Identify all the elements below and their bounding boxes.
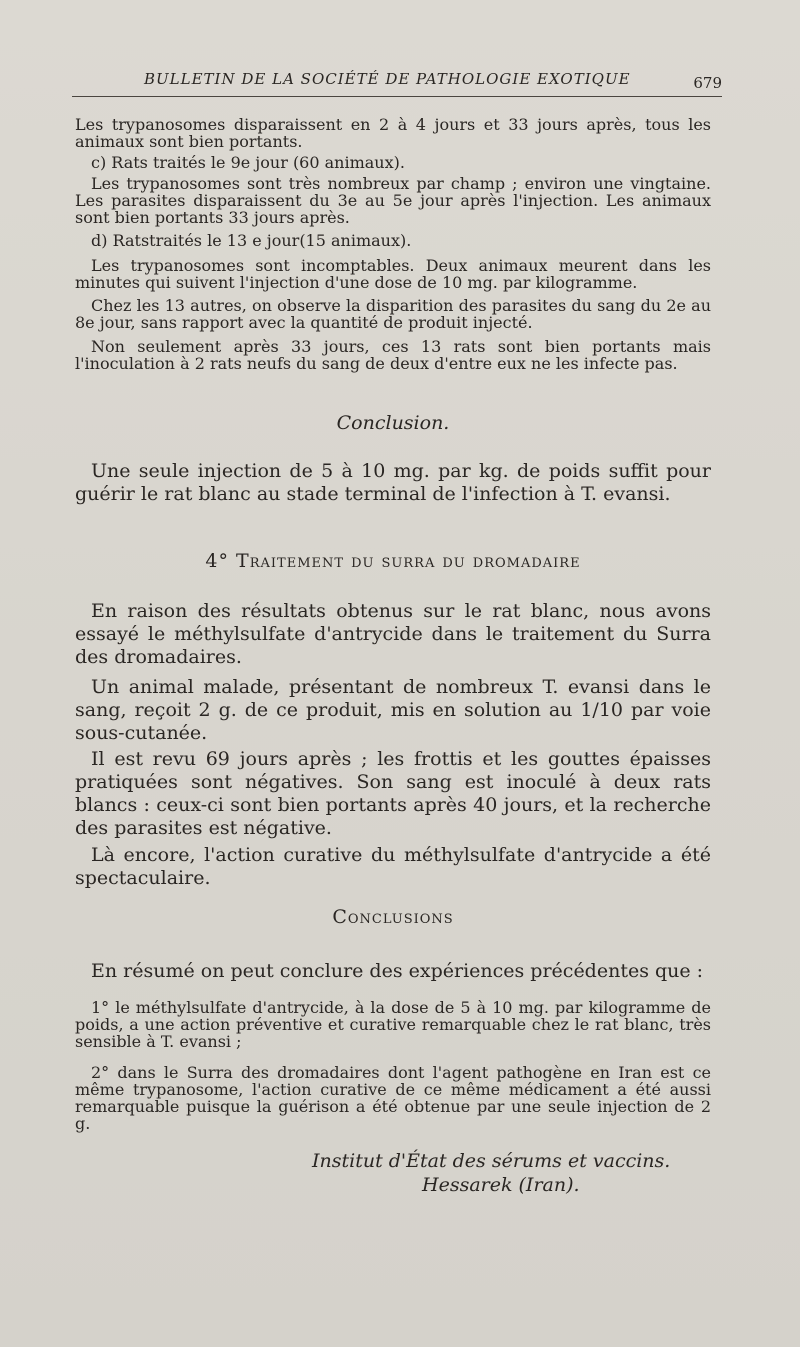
conclusion-text: Une seule injection de 5 à 10 mg. par kg. de poids suffit pour guérir le rat blanc au stade terminal de l'infection à T. evansi. [75,460,711,505]
conclusion-title: Conclusion. [336,412,450,434]
d-heading: d) Ratstraités le 13 e jour(15 animaux). [91,231,412,250]
conclusions-item-2: 2° dans le Surra des dromadaires dont l'agent pathogène en Iran est ce même trypanosome, l'action curative de ce même médicament a été aussi remarquable puisque la guérison a été obtenue par une seule injection de 2 g. [75,1063,711,1133]
section4-title: 4° Traitement du surra du dromadaire [205,550,581,572]
conclusions-item-1: 1° le méthylsulfate d'antrycide, à la dose de 5 à 10 mg. par kilogramme de poids, a une action préventive et curative remarquable chez le rat blanc, très sensible à T. evansi ; [75,998,711,1051]
conclusions-title: Conclusions [332,906,454,928]
section4-paragraph-1: En raison des résultats obtenus sur le rat blanc, nous avons essayé le méthylsulfate d'antrycide dans le traitement du Surra des dromadaires. [75,600,711,668]
page-header [72,70,722,96]
running-title: BULLETIN DE LA SOCIÉTÉ DE PATHOLOGIE EXOTIQUE [144,70,631,88]
signature-line-2: Hessarek (Iran). [422,1174,580,1196]
c-text: Les trypanosomes sont très nombreux par champ ; environ une vingtaine. Les parasites disparaissent du 3e au 5e jour après l'injection. Les animaux sont bien portants 33 jours après. [75,174,711,227]
d-paragraph-2: Chez les 13 autres, on observe la disparition des parasites du sang du 2e au 8e jour, sans rapport avec la quantité de produit injecté. [75,296,711,332]
conclusions-intro: En résumé on peut conclure des expériences précédentes que : [91,960,704,982]
section4-paragraph-4: Là encore, l'action curative du méthylsulfate d'antrycide a été spectaculaire. [75,844,711,889]
c-intro-paragraph: Les trypanosomes disparaissent en 2 à 4 jours et 33 jours après, tous les animaux sont bien portants. [75,115,711,151]
section4-paragraph-3: Il est revu 69 jours après ; les frottis et les gouttes épaisses pratiquées sont négatives. Son sang est inoculé à deux rats blancs : ceux-ci sont bien portants après 40 jours, et la recherche des parasites est négative. [75,748,711,839]
d-paragraph-3: Non seulement après 33 jours, ces 13 rats sont bien portants mais l'inoculation à 2 rats neufs du sang de deux d'entre eux ne les infecte pas. [75,337,711,373]
c-heading: c) Rats traités le 9e jour (60 animaux). [91,153,405,172]
header-rule [72,96,722,97]
page-number: 679 [693,74,722,92]
section4-paragraph-2: Un animal malade, présentant de nombreux T. evansi dans le sang, reçoit 2 g. de ce produit, mis en solution au 1/10 par voie sous-cutanée. [75,676,711,744]
signature-line-1: Institut d'État des sérums et vaccins. [312,1150,671,1172]
d-paragraph-1: Les trypanosomes sont incomptables. Deux animaux meurent dans les minutes qui suivent l'injection d'une dose de 10 mg. par kilogramme. [75,256,711,292]
